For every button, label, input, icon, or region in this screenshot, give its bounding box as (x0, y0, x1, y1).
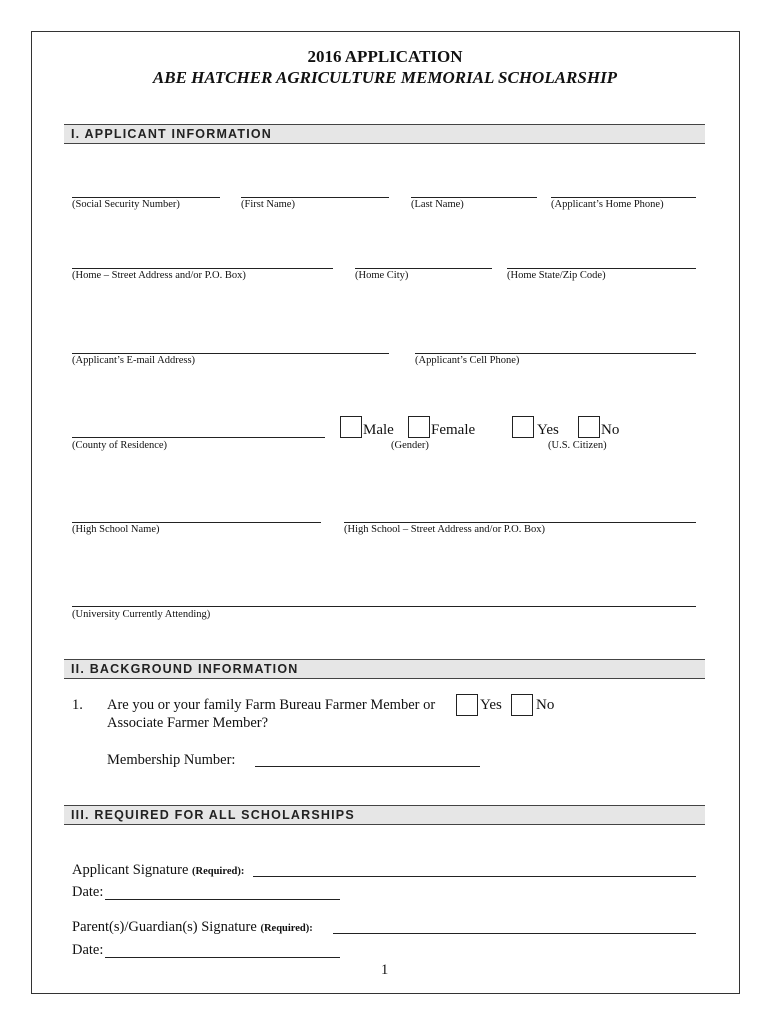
gender-male-label: Male (363, 422, 394, 438)
high-school-name-field[interactable] (72, 522, 321, 523)
required-tag: (Required): (192, 866, 245, 877)
section-header-required (64, 805, 705, 825)
member-yes-label: Yes (480, 697, 502, 713)
home-phone-field[interactable] (551, 197, 696, 198)
ssn-label: (Social Security Number) (72, 199, 180, 210)
cell-phone-field[interactable] (415, 353, 696, 354)
section-header-applicant (64, 124, 705, 144)
citizen-yes-label: Yes (537, 422, 559, 438)
question-text-line1: Are you or your family Farm Bureau Farmer Member or (107, 697, 436, 713)
citizen-label: (U.S. Citizen) (548, 440, 607, 451)
membership-number-label: Membership Number: (107, 752, 236, 768)
membership-number-field[interactable] (255, 766, 480, 767)
first-name-field[interactable] (241, 197, 389, 198)
home-address-field[interactable] (72, 268, 333, 269)
question-text-line2: Associate Farmer Member? (107, 715, 269, 731)
applicant-signature-field[interactable] (253, 876, 696, 877)
gender-male-checkbox[interactable] (340, 416, 362, 438)
citizen-no-label: No (601, 422, 620, 438)
last-name-label: (Last Name) (411, 199, 464, 210)
home-state-zip-label: (Home State/Zip Code) (507, 270, 606, 281)
applicant-signature-text: Applicant Signature (72, 862, 189, 878)
parent-signature-text: Parent(s)/Guardian(s) Signature (72, 919, 257, 935)
required-tag: (Required): (260, 923, 313, 934)
last-name-field[interactable] (411, 197, 537, 198)
parent-signature-field[interactable] (333, 933, 696, 934)
form-title: 2016 APPLICATION (307, 47, 463, 66)
gender-female-label: Female (431, 422, 476, 438)
ssn-field[interactable] (72, 197, 220, 198)
high-school-name-label: (High School Name) (72, 524, 160, 535)
home-city-field[interactable] (355, 268, 492, 269)
section-title: I. APPLICANT INFORMATION (71, 127, 273, 141)
citizen-yes-checkbox[interactable] (512, 416, 534, 438)
first-name-label: (First Name) (241, 199, 295, 210)
date-field-1[interactable] (105, 899, 340, 900)
parent-signature-label (72, 919, 313, 936)
home-address-label: (Home – Street Address and/or P.O. Box) (72, 270, 246, 281)
university-field[interactable] (72, 606, 696, 607)
county-label: (County of Residence) (72, 440, 168, 451)
date-label-1: Date: (72, 884, 104, 900)
member-no-label: No (536, 697, 555, 713)
home-state-zip-field[interactable] (507, 268, 696, 269)
email-field[interactable] (72, 353, 389, 354)
section-header-background (64, 659, 705, 679)
gender-female-checkbox[interactable] (408, 416, 430, 438)
date-field-2[interactable] (105, 957, 340, 958)
applicant-signature-label (72, 862, 244, 879)
form-subtitle: ABE HATCHER AGRICULTURE MEMORIAL SCHOLARSHIP (152, 68, 618, 87)
county-field[interactable] (72, 437, 325, 438)
section-title: II. BACKGROUND INFORMATION (71, 662, 299, 676)
home-city-label: (Home City) (355, 270, 409, 281)
cell-phone-label: (Applicant’s Cell Phone) (415, 355, 520, 366)
member-no-checkbox[interactable] (511, 694, 533, 716)
home-phone-label: (Applicant’s Home Phone) (551, 199, 664, 210)
email-label: (Applicant’s E-mail Address) (72, 355, 196, 366)
member-yes-checkbox[interactable] (456, 694, 478, 716)
university-label: (University Currently Attending) (72, 609, 211, 620)
high-school-address-label: (High School – Street Address and/or P.O. Box) (344, 524, 545, 535)
question-number: 1. (72, 697, 83, 713)
high-school-address-field[interactable] (344, 522, 696, 523)
citizen-no-checkbox[interactable] (578, 416, 600, 438)
date-label-2: Date: (72, 942, 104, 958)
page-border (31, 31, 740, 994)
page-number: 1 (381, 962, 389, 978)
gender-label: (Gender) (391, 440, 429, 451)
section-title: III. REQUIRED FOR ALL SCHOLARSHIPS (71, 808, 355, 822)
